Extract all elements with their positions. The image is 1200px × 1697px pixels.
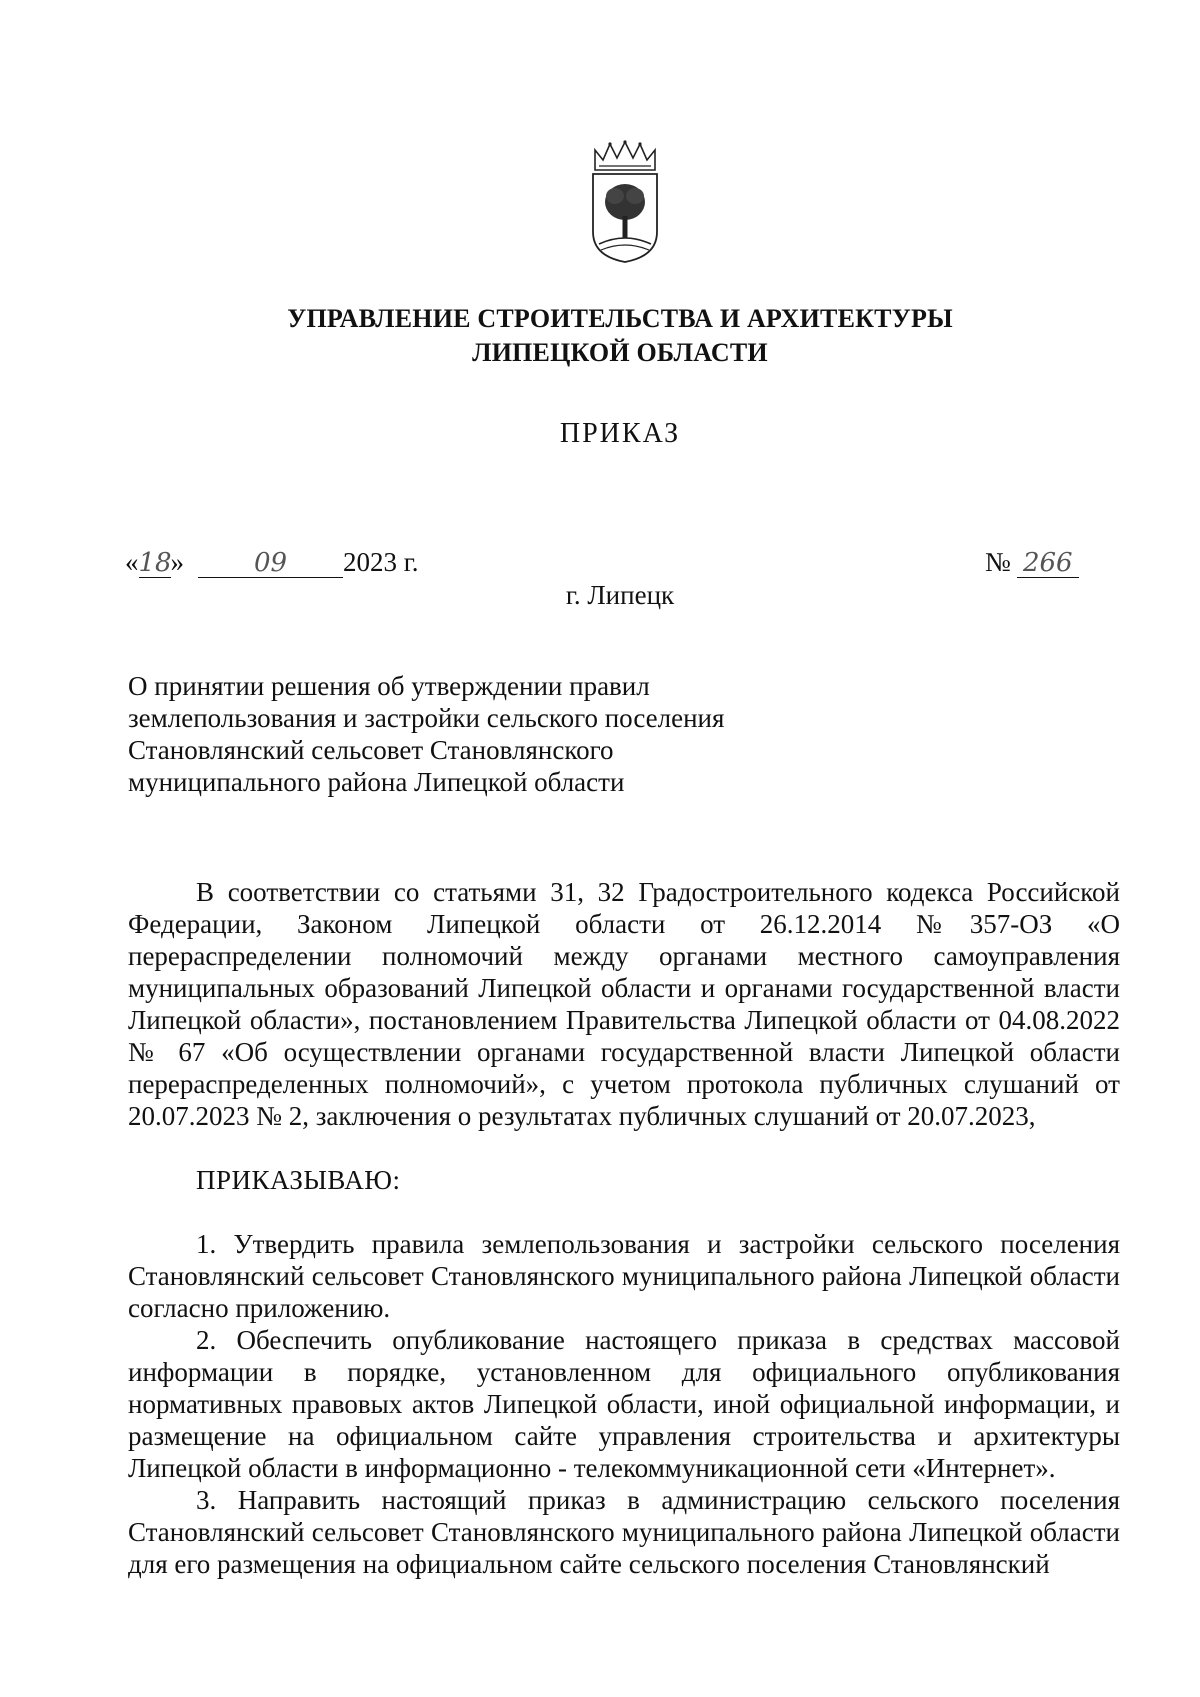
document-number [985, 547, 1079, 578]
order-item-3: 3. Направить настоящий приказ в администрацию сельского поселения Становлянский сельсовет Становлянского муниципального района Липецкой области для его размещения на официальном сайте сельского поселения Становлянский [128, 1485, 1120, 1579]
number-handwritten: 266 [1022, 548, 1073, 578]
document-subject [128, 670, 724, 798]
authority-name [0, 302, 1200, 370]
date-open-quote: « [125, 547, 139, 577]
order-item-2: 2. Обеспечить опубликование настоящего приказа в средствах массовой информации в порядке, установленном для официального опубликования нормативных правовых актов Липецкой области, иной официальной информации, и размещение на официальном сайте управления строительства и архитектуры Липецкой области в информационно - телекоммуникационной сети «Интернет». [128, 1325, 1120, 1483]
preamble-section [128, 876, 1120, 1132]
date-year: 2023 г. [343, 547, 419, 577]
authority-name-line-2: ЛИПЕЦКОЙ ОБЛАСТИ [472, 338, 768, 367]
preamble-paragraph: В соответствии со статьями 31, 32 Градостроительного кодекса Российской Федерации, Законом Липецкой области от 26.12.2014 №357-ОЗ «О перераспределении полномочий между органами местного самоуправления муниципальных образований Липецкой области и органами государственной власти Липецкой области», постановлением Правительства Липецкой области от 04.08.2022 № 67 «Об осуществлении органами государственной власти Липецкой области перераспределенных полномочий», с учетом протокола публичных слушаний от 20.07.2023 № 2, заключения о результатах публичных слушаний от 20.07.2023, [128, 877, 1120, 1131]
subject-line-2: землепользования и застройки сельского поселения [128, 703, 725, 733]
date-day-handwritten: 18 [138, 548, 172, 578]
coat-of-arms-emblem [587, 140, 663, 264]
subject-line-4: муниципального района Липецкой области [128, 767, 625, 797]
date-month-handwritten: 09 [253, 548, 288, 578]
order-directive-word: ПРИКАЗЫВАЮ: [196, 1165, 401, 1195]
document-city: г. Липецк [565, 580, 675, 610]
subject-line-3: Становлянский сельсовет Становлянского [128, 735, 614, 765]
number-label: № [985, 547, 1011, 577]
document-type-title: ПРИКАЗ [559, 418, 681, 449]
document-date [125, 547, 419, 578]
authority-name-line-1: УПРАВЛЕНИЕ СТРОИТЕЛЬСТВА И АРХИТЕКТУРЫ [287, 304, 953, 333]
order-items [128, 1228, 1120, 1580]
subject-line-1: О принятии решения об утверждении правил [128, 671, 650, 701]
date-close-quote: » [170, 547, 184, 577]
order-item-1: 1. Утвердить правила землепользования и застройки сельского поселения Становлянский сельсовет Становлянского муниципального района Липецкой области согласно приложению. [128, 1229, 1120, 1323]
